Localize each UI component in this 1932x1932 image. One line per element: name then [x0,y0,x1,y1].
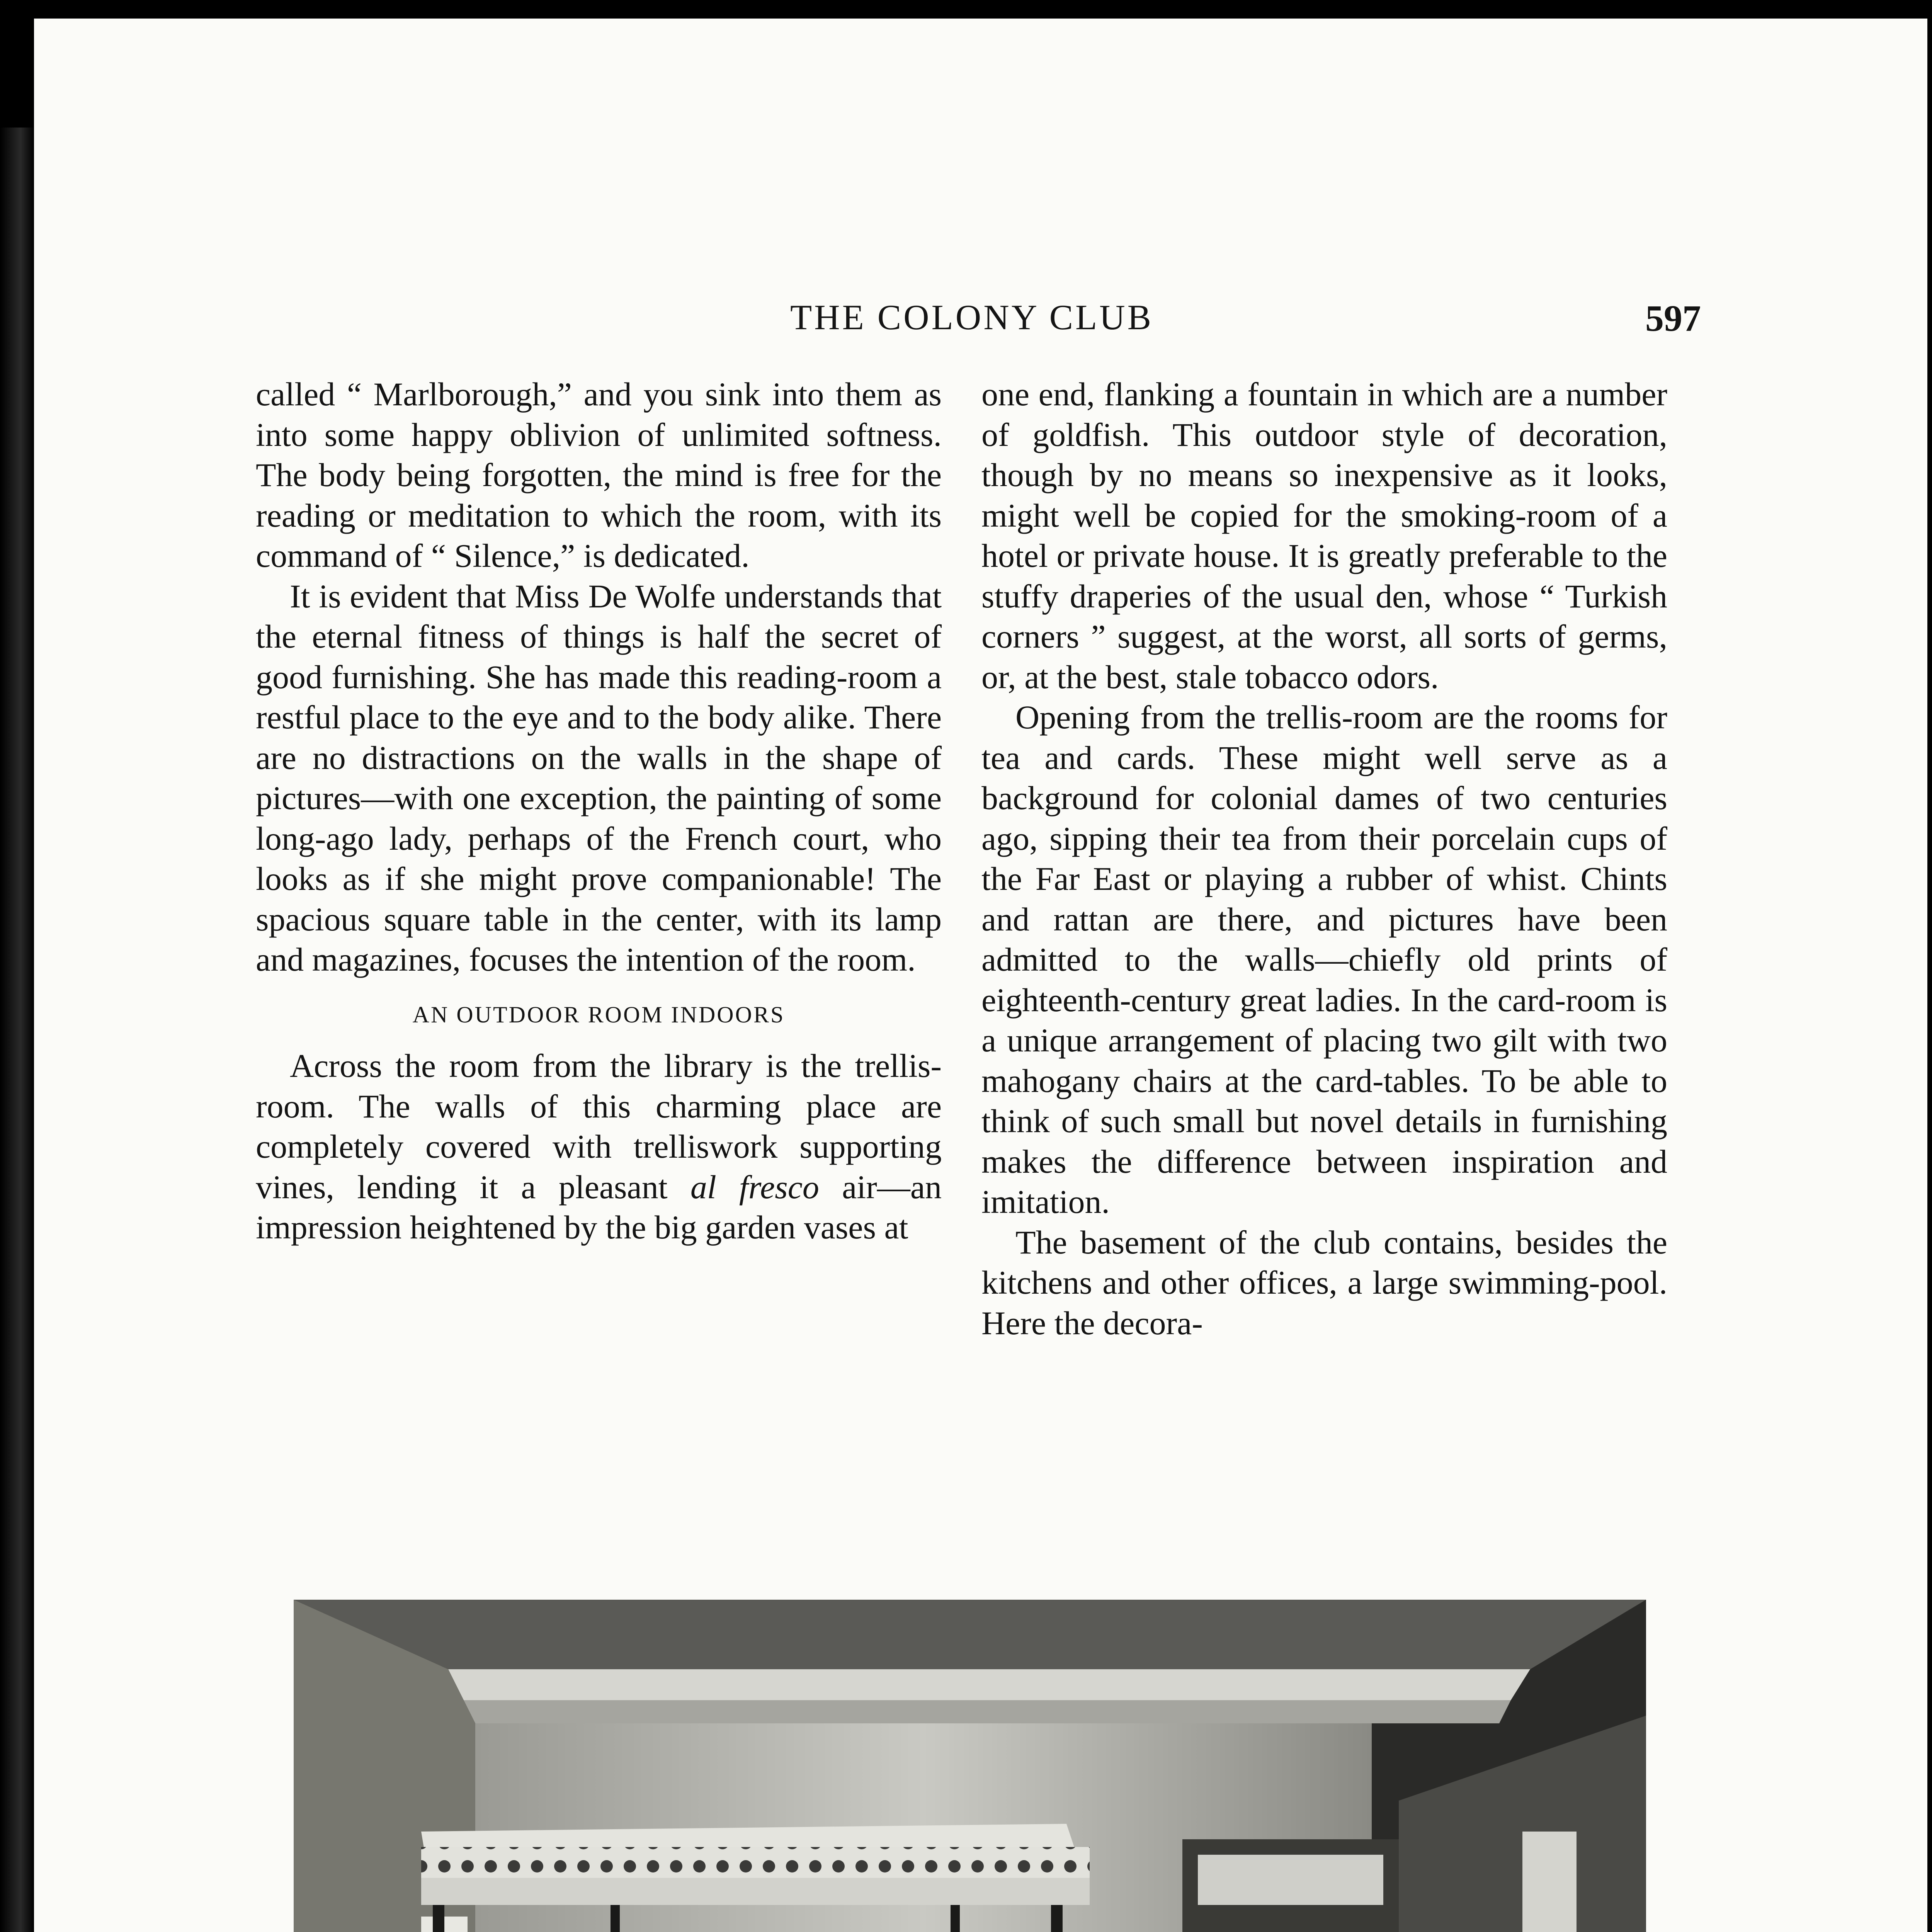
page-number: 597 [1645,298,1701,339]
page-header [243,297,1700,339]
paragraph-text: air—an impression heightened by the big garden vases at [256,1168,942,1246]
bedroom-photograph [294,1600,1646,1932]
paragraph-text: Across the room from the library is the trellis-room. The walls of this charming place are completely covered with trelliswork supporting vines, lending it a pleasant [256,1047,942,1206]
left-column [256,374,942,1248]
paragraph [256,1046,942,1248]
right-column [981,374,1667,1343]
paragraph: It is evident that Miss De Wolfe understands that the eternal fitness of things is half the secret of good furnishing. She has made this reading-room a restful place to the eye and to the body alike. There are no distractions on the walls in the shape of pictures—with one exception, the painting of some long-ago lady, perhaps of the French court, who looks as if she might prove companionable! The spacious square table in the center, with its lamp and magazines, focuses the intention of the room. [256,577,942,978]
italic-phrase: al fresco [690,1168,819,1206]
section-subheading: AN OUTDOOR ROOM INDOORS [412,1002,785,1027]
paragraph: one end, flanking a fountain in which are a number of goldfish. This outdoor style of decoration, though by no means so inexpensive as it looks, might well be copied for the smoking-room of a hotel or private house. It is greatly preferable to the stuffy draperies of the usual den, whose “ Turkish corners ” suggest, at the worst, all sorts of germs, or, at the best, stale tobacco odors. [981,376,1667,696]
paragraph: The basement of the club contains, besides the kitchens and other offices, a large swimming-pool. Here the decora- [981,1223,1667,1342]
bedroom-illustration [294,1600,1646,1932]
running-title: THE COLONY CLUB [790,298,1154,337]
book-spine [0,128,34,1932]
paragraph: called “ Marlborough,” and you sink into them as into some happy oblivion of unlimited softness. The body being forgotten, the mind is free for the reading or meditation to which the room, with its command of “ Silence,” is dedicated. [256,376,942,574]
paragraph: Opening from the trellis-room are the rooms for tea and cards. These might well serve as a background for colonial dames of two centuries ago, sipping their tea from their porcelain cups of the Far East or playing a rubber of whist. Chints and rattan are there, and pictures have been admitted to the walls—chiefly old prints of eighteenth-century great ladies. In the card-room is a unique arrangement of placing two gilt with two mahogany chairs at the card-tables. To be able to think of such small but novel details in furnishing makes the difference between inspiration and imitation. [981,699,1667,1220]
